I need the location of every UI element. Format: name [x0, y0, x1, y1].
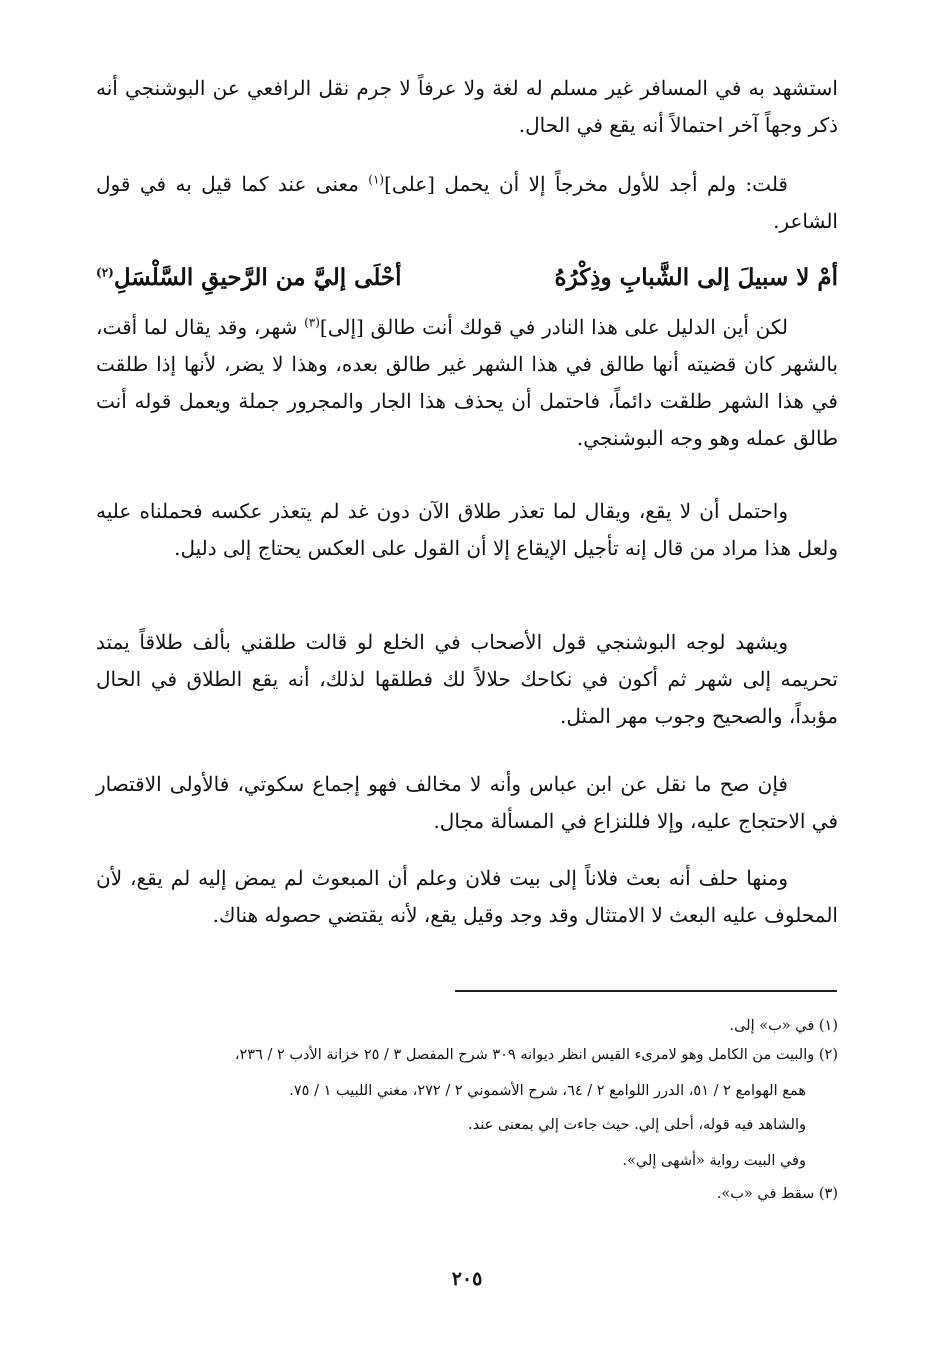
paragraph-5 [96, 624, 838, 735]
footnote-separator [455, 990, 837, 992]
paragraph-4 [96, 493, 838, 567]
paragraph-7 [96, 860, 838, 934]
paragraph-3-text-a: لكن أين الدليل على هذا النادر في قولك أنت طالق [إلى] [319, 315, 788, 339]
paragraph-3-text-b: شهر، وقد يقال لما أقت، بالشهر كان قضيته أنها طالق في هذا الشهر غير طالق بعده، وهذا لا يضر، لأنها إذا طلقت في هذا الشهر طلقت دائماً، فاحتمل أن يحذف هذا الجار والمجرور جملة ويعمل قوله أنت طالق عمله وهو وجه البوشنجي. [96, 315, 838, 450]
footnote-2-line-3: والشاهد فيه قوله، أحلى إلي. حيث جاءت إلي بمعنى عند. [467, 1117, 806, 1133]
page-number: ٢٠٥ [451, 1268, 483, 1290]
footnote-2-line-1: (٢) والبيت من الكامل وهو لامرىء القيس انظر ديوانه ٣٠٩ شرح المفصل ٣ / ٢٥ خزانة الأدب ٢ / ٢٣٦، [234, 1047, 838, 1063]
verse-first-hemistich: أمْ لا سبيلَ إلى الشَّبابِ وذِكْرُهُ [554, 264, 838, 291]
footnote-ref-1[interactable]: (١) [368, 172, 385, 187]
paragraph-5-text: ويشهد لوجه البوشنجي قول الأصحاب في الخلع لو قالت طلقني بألف طلاقاً يمتد تحريمه إلى شهر ثم أكون في نكاحك حلالاً لك فطلقها لذلك، أنه يقع الطلاق في الحال مؤبداً، والصحيح وجوب مهر المثل. [96, 630, 838, 728]
footnote-3: (٣) سقط في «ب». [716, 1186, 838, 1202]
footnote-ref-3[interactable]: (٣) [304, 315, 320, 330]
paragraph-6-text: فإن صح ما نقل عن ابن عباس وأنه لا مخالف فهو إجماع سكوتي، فالأولى الاقتصار في الاحتجاج عليه، وإلا فللنزاع في المسألة مجال. [96, 772, 838, 833]
verse-second-text: أحْلَى إليَّ من الرَّحيقِ السَّلْسَلِ [113, 264, 402, 291]
footnote-1: (١) في «ب» إلى. [729, 1018, 838, 1034]
paragraph-1 [96, 70, 838, 144]
footnote-2-line-4: وفي البيت رواية «أشهى إلي». [622, 1153, 806, 1169]
footnote-ref-2[interactable]: (٢) [96, 265, 114, 280]
footnote-2-line-2: همع الهوامع ٢ / ٥١، الدرر اللوامع ٢ / ٦٤، شرح الأشموني ٢ / ٢٧٢، مغني اللبيب ١ / ٧٥. [289, 1083, 806, 1099]
paragraph-1-text: استشهد به في المسافر غير مسلم له لغة ولا عرفاً لا جرم نقل الرافعي عن البوشنجي أنه ذكر وجهاً آخر احتمالاً أنه يقع في الحال. [96, 76, 838, 137]
paragraph-2 [96, 166, 838, 240]
paragraph-7-text: ومنها حلف أنه بعث فلاناً إلى بيت فلان وعلم أن المبعوث لم يمض إليه لم يقع، لأن المحلوف عليه البعث لا الامتثال وقد وجد وقيل يقع، لأنه يقتضي حصوله هناك. [96, 866, 838, 927]
verse-second-hemistich [96, 256, 402, 300]
paragraph-2-text-a: قلت: ولم أجد للأول مخرجاً إلا أن يحمل [على] [384, 172, 788, 196]
paragraph-3 [96, 309, 838, 457]
paragraph-6 [96, 766, 838, 840]
poetry-verse [96, 256, 838, 300]
paragraph-2-text-b: معنى عند كما قيل به في قول الشاعر. [96, 172, 838, 233]
paragraph-4-text: واحتمل أن لا يقع، ويقال لما تعذر طلاق الآن دون غد لم يتعذر عكسه فحملناه عليه ولعل هذا مراد من قال إنه تأجيل الإيقاع إلا أن القول على العكس يحتاج إلى دليل. [96, 499, 838, 560]
